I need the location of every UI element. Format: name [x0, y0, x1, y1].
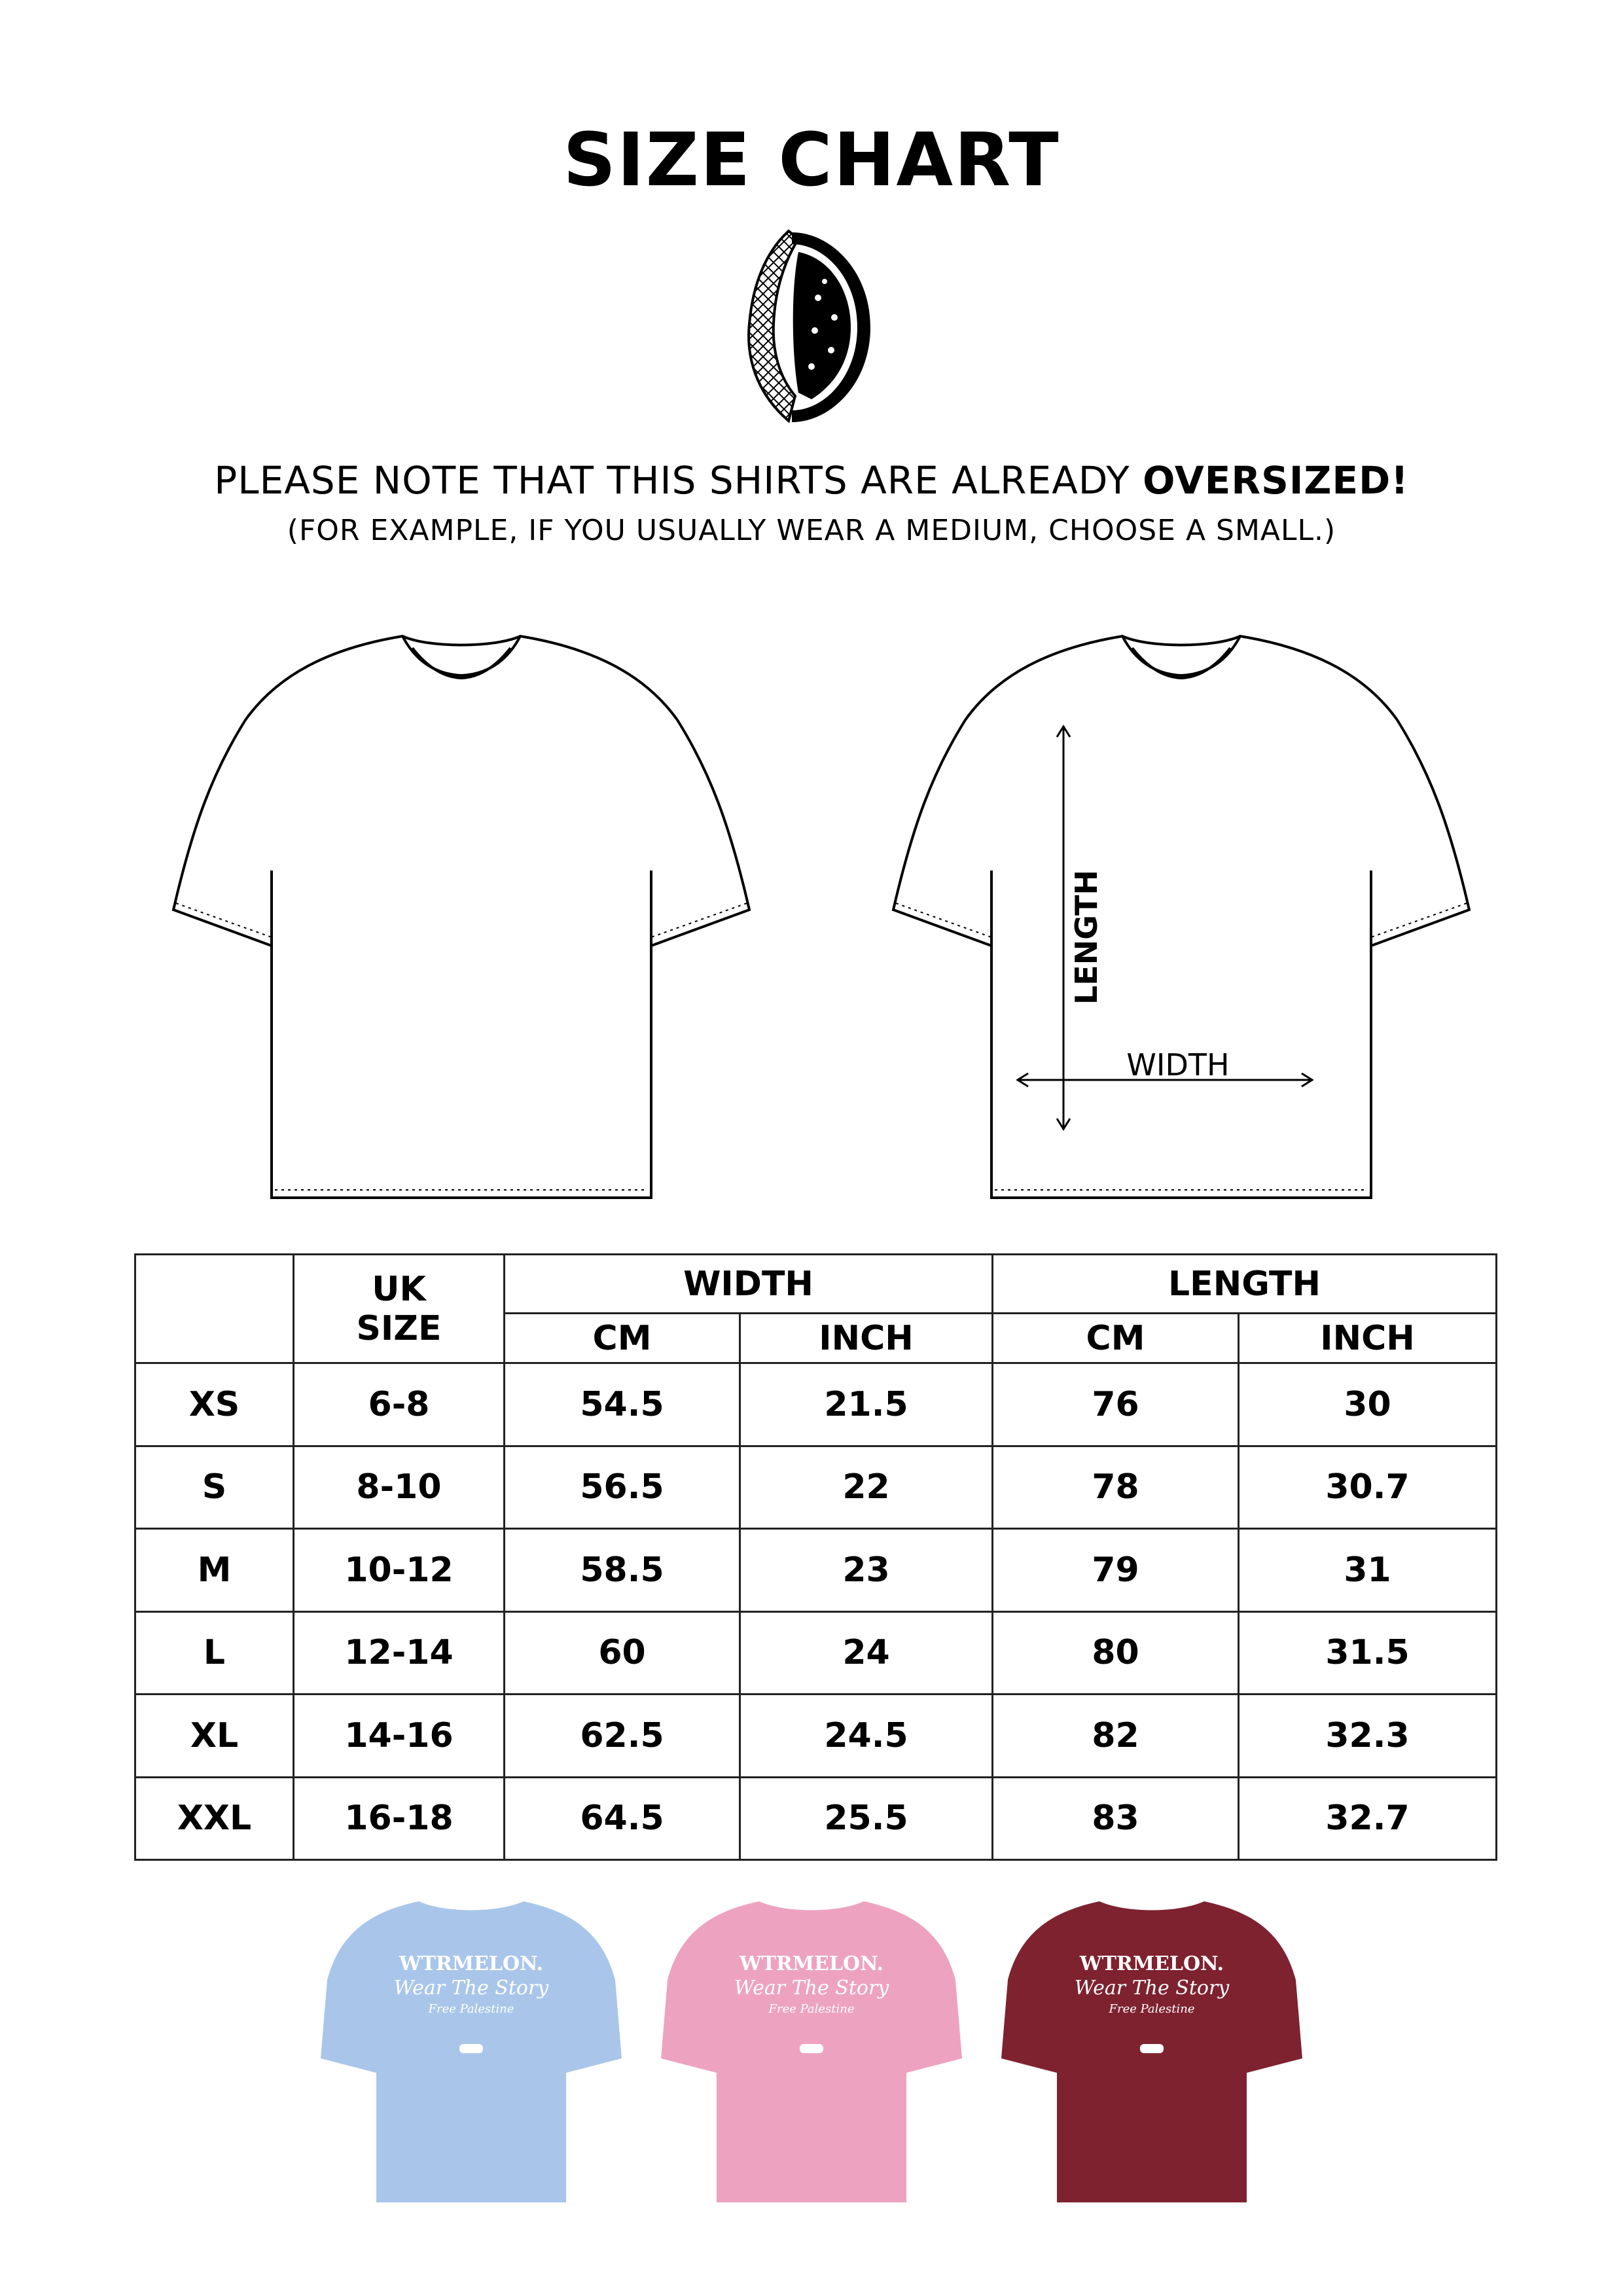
width-label: WIDTH	[1126, 1047, 1230, 1083]
shirt-back-outline	[867, 628, 1495, 1204]
note-prefix: PLEASE NOTE THAT THIS SHIRTS ARE ALREADY	[214, 458, 1143, 503]
product-photo-blue	[321, 1901, 622, 2202]
patch-label	[459, 2044, 483, 2053]
table-row: S 8-10 56.5 22 78 30.7	[135, 1446, 1497, 1529]
page-title: SIZE CHART	[563, 118, 1060, 203]
brand-print: WTRMELON.	[1079, 1952, 1224, 1975]
size-table	[134, 1253, 1497, 1861]
uk-size-header: UK SIZE	[294, 1255, 505, 1363]
subline-print: Free Palestine	[768, 2002, 855, 2016]
shirt-front-outline	[147, 628, 776, 1204]
table-row: XL 14-16 62.5 24.5 82 32.3	[135, 1695, 1497, 1778]
table-row: XS 6-8 54.5 21.5 76 30	[135, 1363, 1497, 1446]
product-photo-maroon	[1001, 1901, 1302, 2202]
oversized-note	[0, 458, 1623, 503]
subline-print: Free Palestine	[428, 2002, 514, 2016]
tagline-print: Wear The Story	[1074, 1977, 1230, 2000]
note-emphasis: OVERSIZED!	[1143, 458, 1409, 503]
product-photo-pink	[661, 1901, 962, 2202]
length-cm-header: CM	[993, 1314, 1239, 1363]
corner-cell	[135, 1255, 294, 1363]
watermelon-keffiyeh-logo-icon	[726, 226, 877, 425]
width-inch-header: INCH	[740, 1314, 993, 1363]
tagline-print: Wear The Story	[393, 1977, 549, 2000]
table-row: M 10-12 58.5 23 79 31	[135, 1529, 1497, 1612]
patch-label	[1140, 2044, 1164, 2053]
table-row: L 12-14 60 24 80 31.5	[135, 1611, 1497, 1695]
length-header: LENGTH	[993, 1255, 1497, 1314]
length-label: LENGTH	[1069, 869, 1104, 1005]
brand-print: WTRMELON.	[399, 1952, 544, 1975]
brand-print: WTRMELON.	[739, 1952, 884, 1975]
tagline-print: Wear The Story	[734, 1977, 889, 2000]
patch-label	[800, 2044, 823, 2053]
width-cm-header: CM	[505, 1314, 740, 1363]
table-row: XXL 16-18 64.5 25.5 83 32.7	[135, 1777, 1497, 1860]
subline-print: Free Palestine	[1109, 2002, 1195, 2016]
length-inch-header: INCH	[1239, 1314, 1497, 1363]
width-header: WIDTH	[505, 1255, 993, 1314]
note-example: (FOR EXAMPLE, IF YOU USUALLY WEAR A MEDIUM, CHOOSE A SMALL.)	[287, 514, 1336, 547]
